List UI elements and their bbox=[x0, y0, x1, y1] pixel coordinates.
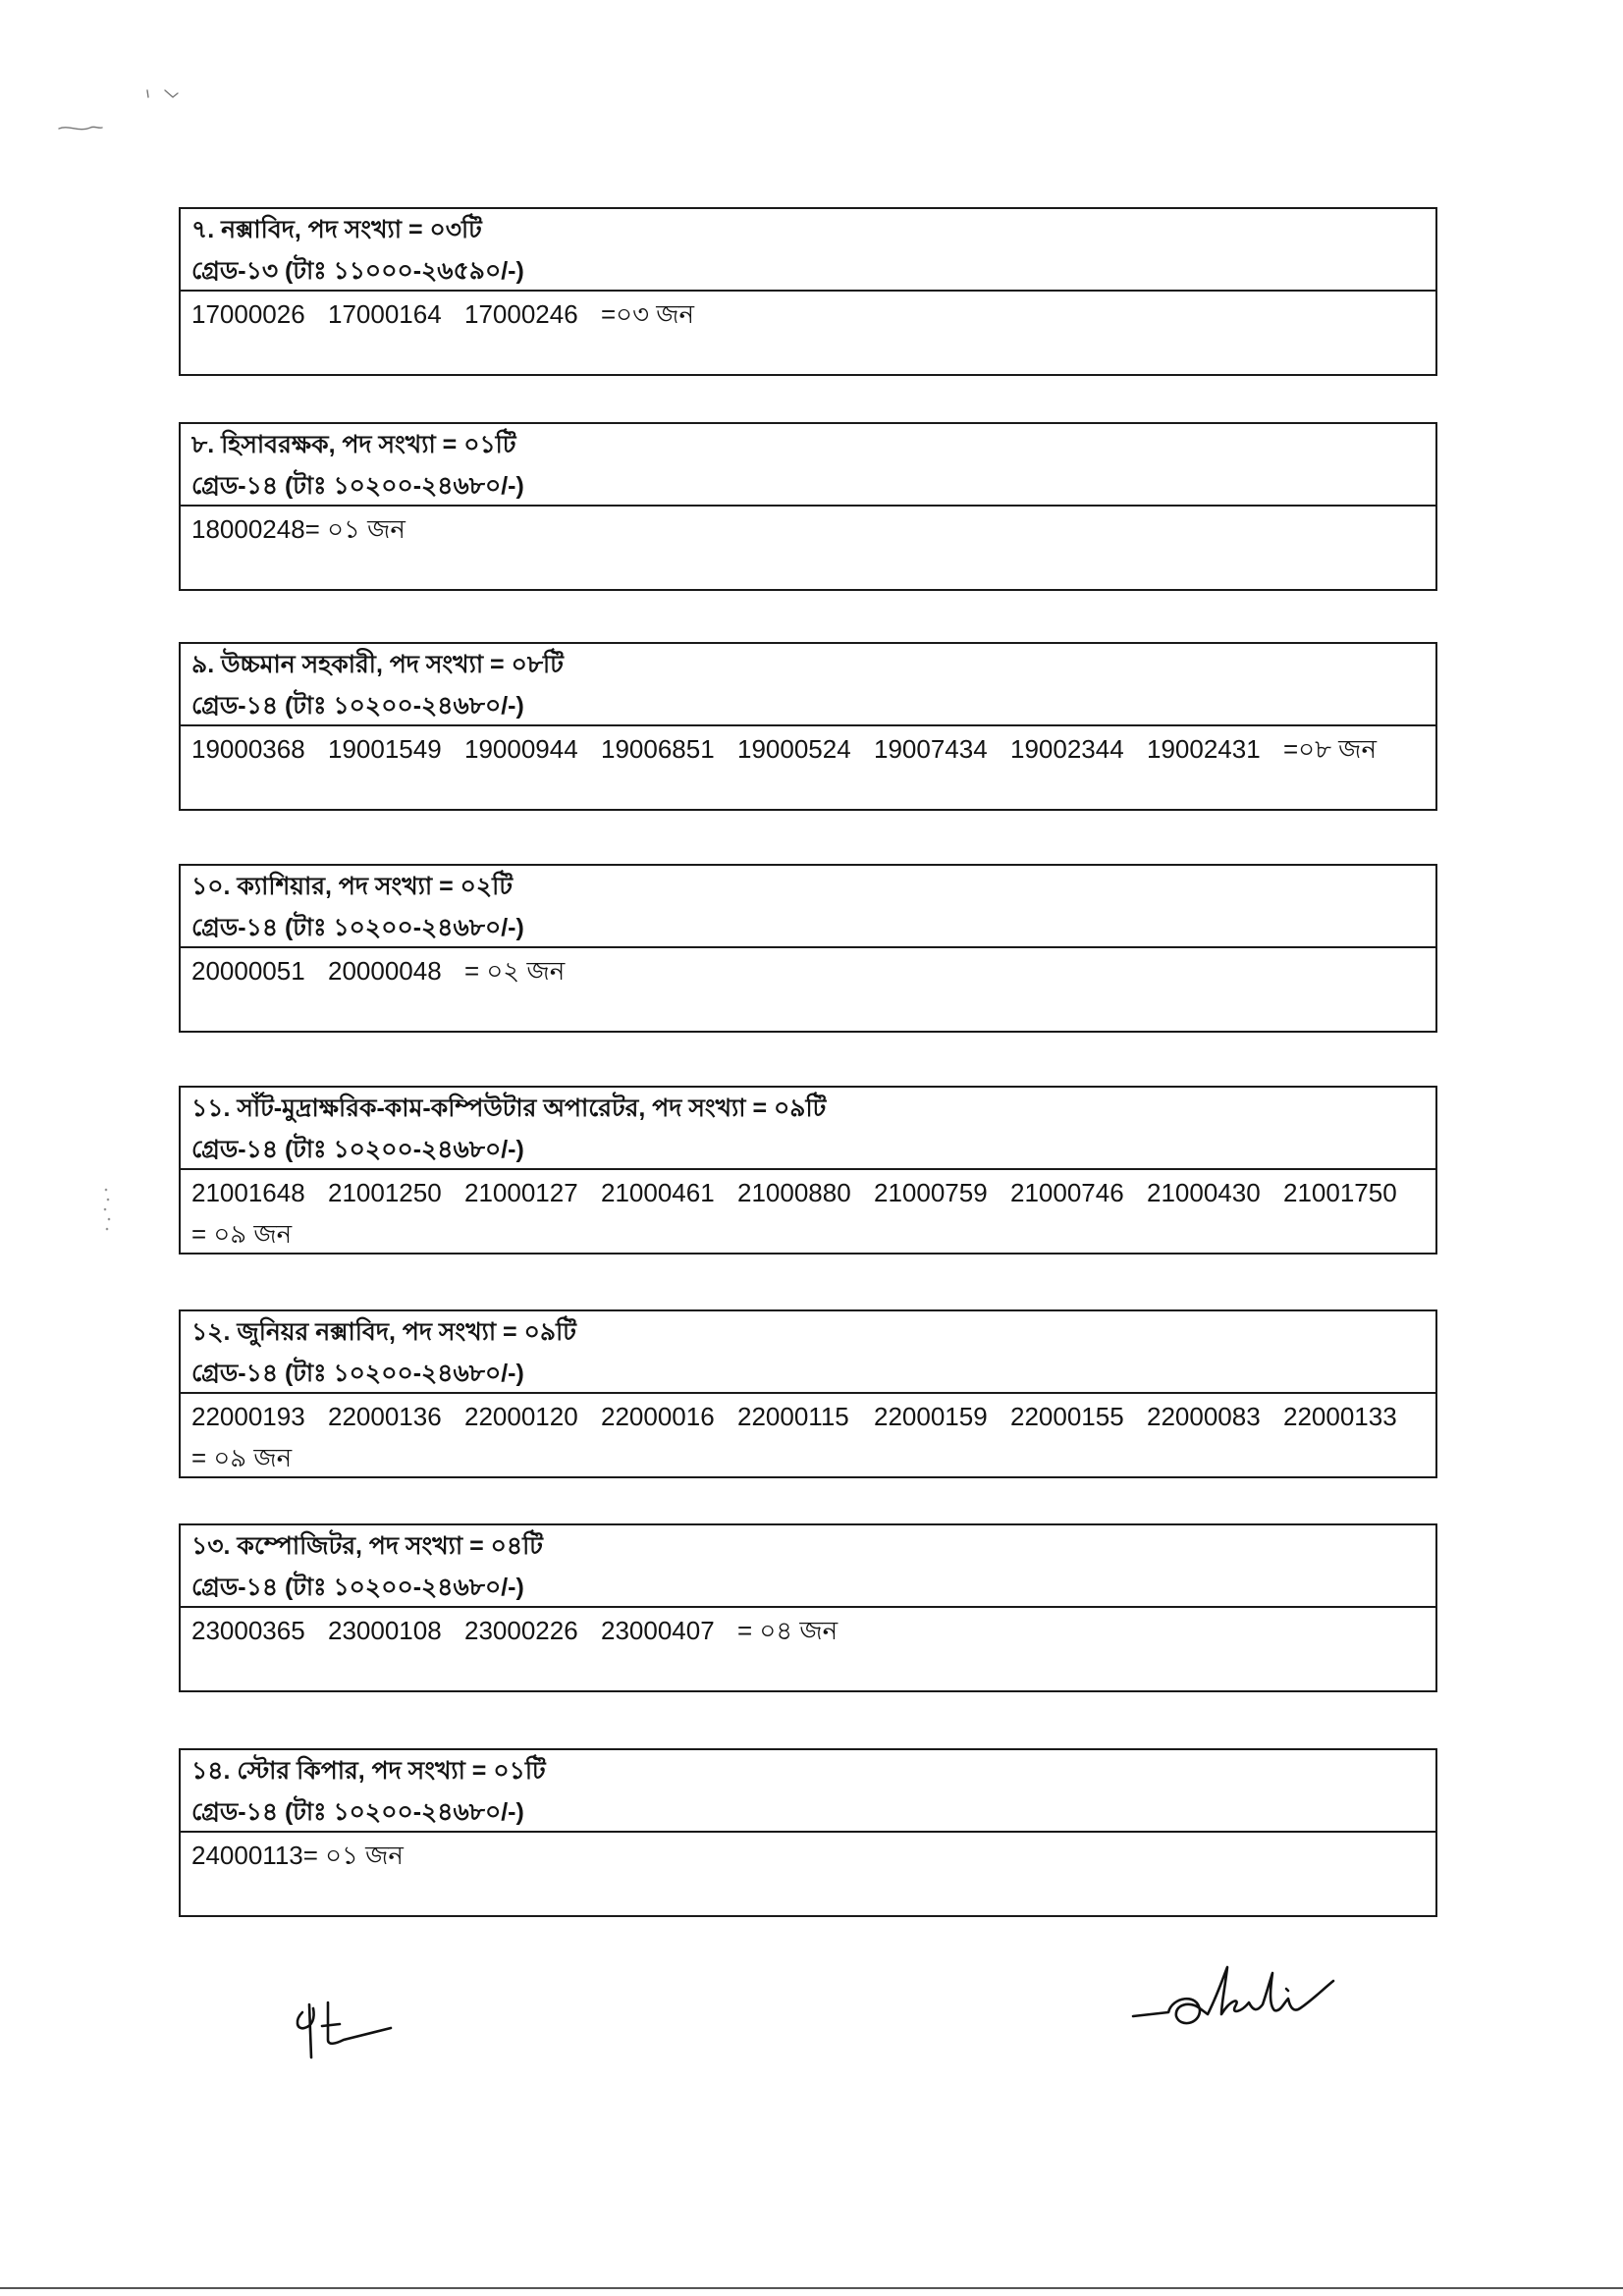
roll-number: 21000759 bbox=[874, 1178, 988, 1207]
position-section bbox=[179, 864, 1437, 1033]
roll-number: 21001648 bbox=[191, 1178, 305, 1207]
roll-number: 19000368 bbox=[191, 734, 305, 764]
roll-number: 19000944 bbox=[464, 734, 578, 764]
total-count: =০৩ জন bbox=[601, 299, 694, 329]
scan-edge-line bbox=[0, 2287, 1623, 2289]
candidate-list bbox=[181, 1394, 1435, 1476]
roll-number: 21000430 bbox=[1147, 1178, 1261, 1207]
position-title: ৭. নক্সাবিদ, পদ সংখ্যা = ০৩টি bbox=[191, 216, 482, 243]
candidate-list bbox=[181, 1608, 1435, 1690]
total-count: = ০৯ জন bbox=[191, 1219, 293, 1249]
section-header bbox=[181, 1088, 1435, 1170]
section-header bbox=[181, 644, 1435, 726]
pay-grade: গ্রেড-১৪ (টাঃ ১০২০০-২৪৬৮০/-) bbox=[191, 692, 524, 720]
candidate-list bbox=[181, 726, 1435, 809]
total-count: = ০৪ জন bbox=[737, 1616, 839, 1645]
roll-number: 19000524 bbox=[737, 734, 851, 764]
signature-left bbox=[289, 1999, 397, 2061]
roll-number: 22000120 bbox=[464, 1402, 578, 1431]
signature-right bbox=[1129, 1953, 1340, 2040]
candidate-list bbox=[181, 507, 1435, 589]
roll-number: 23000407 bbox=[601, 1616, 715, 1645]
roll-number: 19007434 bbox=[874, 734, 988, 764]
position-title: ১৩. কম্পোজিটর, পদ সংখ্যা = ০৪টি bbox=[191, 1532, 543, 1560]
pay-grade: গ্রেড-১৪ (টাঃ ১০২০০-২৪৬৮০/-) bbox=[191, 914, 524, 941]
roll-number: 17000026 bbox=[191, 299, 305, 329]
position-section bbox=[179, 1309, 1437, 1478]
roll-number: 21001750 bbox=[1283, 1178, 1397, 1207]
candidate-list bbox=[181, 292, 1435, 374]
roll-number: 22000016 bbox=[601, 1402, 715, 1431]
position-section bbox=[179, 1748, 1437, 1917]
roll-number: 21000461 bbox=[601, 1178, 715, 1207]
roll-number: 22000115 bbox=[737, 1402, 849, 1431]
roll-number: 22000159 bbox=[874, 1402, 988, 1431]
total-count: 18000248= ০১ জন bbox=[191, 514, 406, 544]
roll-number: 21000746 bbox=[1010, 1178, 1124, 1207]
position-title: ১০. ক্যাশিয়ার, পদ সংখ্যা = ০২টি bbox=[191, 873, 513, 900]
roll-number: 22000133 bbox=[1283, 1402, 1397, 1431]
candidate-list bbox=[181, 948, 1435, 1031]
pay-grade: গ্রেড-১৪ (টাঃ ১০২০০-২৪৬৮০/-) bbox=[191, 1360, 524, 1387]
roll-number: 23000226 bbox=[464, 1616, 578, 1645]
total-count: =০৮ জন bbox=[1283, 734, 1377, 764]
roll-number: 22000136 bbox=[328, 1402, 442, 1431]
roll-number: 17000164 bbox=[328, 299, 442, 329]
roll-number: 17000246 bbox=[464, 299, 578, 329]
section-header bbox=[181, 866, 1435, 948]
pay-grade: গ্রেড-১৪ (টাঃ ১০২০০-২৪৬৮০/-) bbox=[191, 472, 524, 500]
roll-number: 21001250 bbox=[328, 1178, 442, 1207]
total-count: = ০২ জন bbox=[464, 956, 566, 986]
section-header bbox=[181, 1750, 1435, 1833]
position-title: ৮. হিসাবরক্ষক, পদ সংখ্যা = ০১টি bbox=[191, 431, 516, 458]
section-header bbox=[181, 424, 1435, 507]
candidate-list bbox=[181, 1833, 1435, 1915]
total-count: = ০৯ জন bbox=[191, 1443, 293, 1472]
position-title: ১১. সাঁট-মুদ্রাক্ষরিক-কাম-কম্পিউটার অপারেটর, পদ সংখ্যা = ০৯টি bbox=[191, 1095, 827, 1122]
section-header bbox=[181, 1525, 1435, 1608]
candidate-list bbox=[181, 1170, 1435, 1253]
position-title: ১৪. স্টোর কিপার, পদ সংখ্যা = ০১টি bbox=[191, 1757, 546, 1785]
pay-grade: গ্রেড-১৪ (টাঃ ১০২০০-২৪৬৮০/-) bbox=[191, 1574, 524, 1601]
pay-grade: গ্রেড-১৪ (টাঃ ১০২০০-২৪৬৮০/-) bbox=[191, 1798, 524, 1826]
roll-number: 19006851 bbox=[601, 734, 715, 764]
position-section bbox=[179, 1523, 1437, 1692]
position-title: ৯. উচ্চমান সহকারী, পদ সংখ্যা = ০৮টি bbox=[191, 651, 564, 678]
roll-number: 19002431 bbox=[1147, 734, 1261, 764]
scan-specks bbox=[0, 0, 255, 1276]
roll-number: 19002344 bbox=[1010, 734, 1124, 764]
pay-grade: গ্রেড-১৪ (টাঃ ১০২০০-২৪৬৮০/-) bbox=[191, 1136, 524, 1163]
roll-number: 21000880 bbox=[737, 1178, 851, 1207]
section-header bbox=[181, 1311, 1435, 1394]
roll-number: 22000193 bbox=[191, 1402, 305, 1431]
roll-number: 19001549 bbox=[328, 734, 442, 764]
position-section bbox=[179, 207, 1437, 376]
roll-number: 22000083 bbox=[1147, 1402, 1261, 1431]
position-section bbox=[179, 422, 1437, 591]
roll-number: 23000365 bbox=[191, 1616, 305, 1645]
roll-number: 21000127 bbox=[464, 1178, 578, 1207]
position-section bbox=[179, 1086, 1437, 1255]
roll-number: 22000155 bbox=[1010, 1402, 1124, 1431]
roll-number: 20000051 bbox=[191, 956, 305, 986]
roll-number: 23000108 bbox=[328, 1616, 442, 1645]
position-section bbox=[179, 642, 1437, 811]
section-header bbox=[181, 209, 1435, 292]
total-count: 24000113= ০১ জন bbox=[191, 1841, 404, 1870]
roll-number: 20000048 bbox=[328, 956, 442, 986]
pay-grade: গ্রেড-১৩ (টাঃ ১১০০০-২৬৫৯০/-) bbox=[191, 257, 524, 285]
position-title: ১২. জুনিয়র নক্সাবিদ, পদ সংখ্যা = ০৯টি bbox=[191, 1318, 576, 1346]
